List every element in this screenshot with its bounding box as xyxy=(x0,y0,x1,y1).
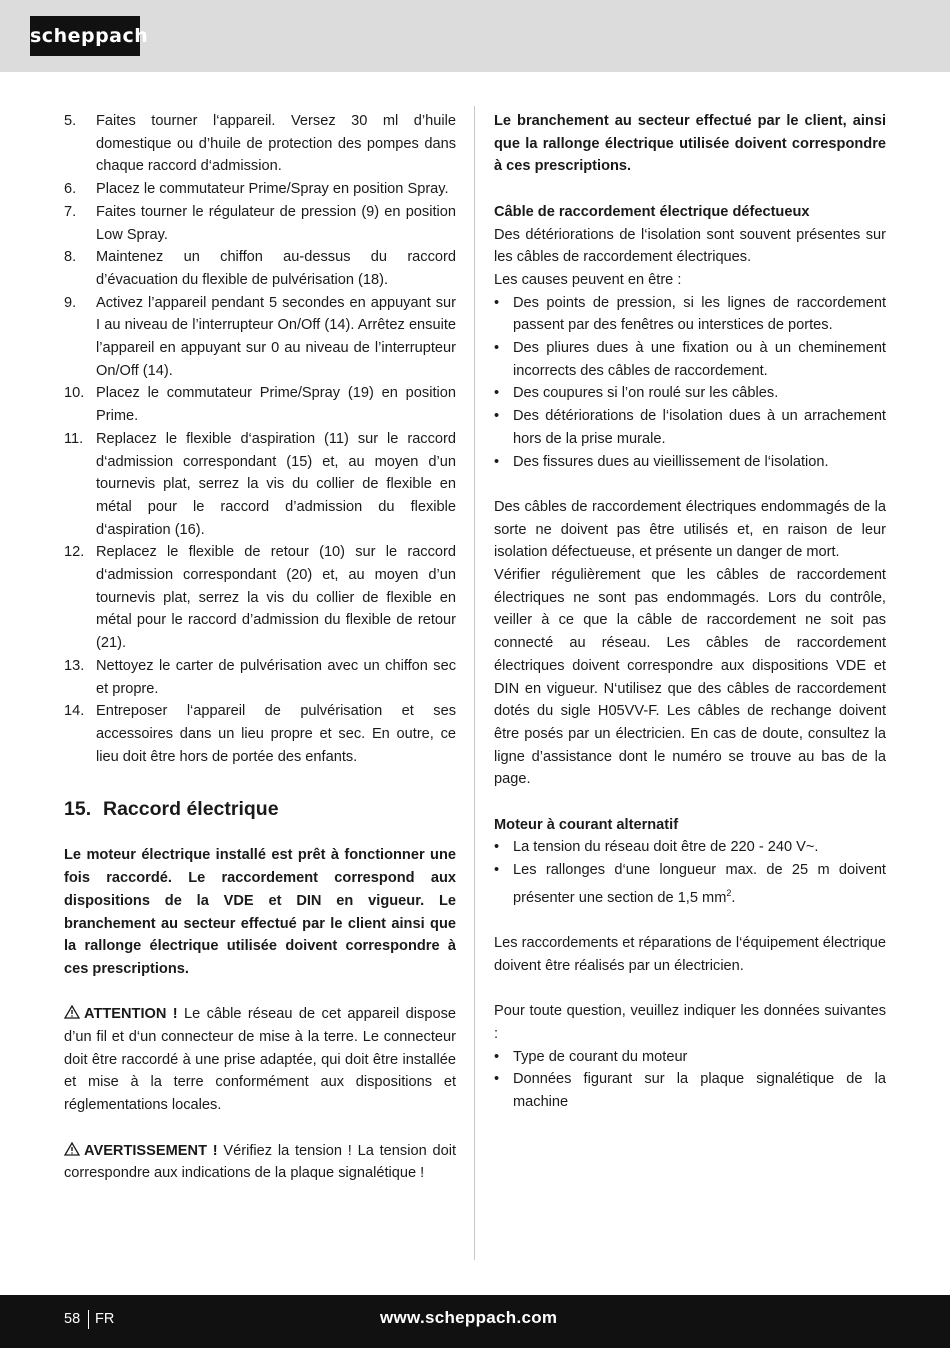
motor-text-end: . xyxy=(731,889,736,906)
bullet: • xyxy=(494,1048,500,1065)
step-text: Entreposer l‘appareil de pulvérisation et ses accessoires dans un lieu propre et sec. En outre, ce lieu doit être hors de portée des enfants. xyxy=(96,703,456,765)
cause-item xyxy=(494,405,886,450)
warning-triangle-icon xyxy=(64,1142,80,1156)
verify-cables-text: Vérifier régulièrement que les câbles de raccordement électriques ne sont pas endommagés. Lors du contrôle, veiller à ce que la câble de raccordement ne soit pas connecté au réseau. Les câbles de raccordement électriques doivent correspondre aux dispositions VDE et DIN en vigueur. N‘utilisez que des câbles de raccordement dotés du sigle H05VV-F. Les câbles de rechange doivent être posés par un électricien. En cas de doute, consultez la ligne d’assistance dont le numéro se trouve au bas de la page. xyxy=(494,567,886,788)
bullet: • xyxy=(494,294,500,311)
continued-intro: Le branchement au secteur effectué par le client, ainsi que la rallonge électrique utilisée doivent correspondre à ces prescriptions. xyxy=(494,113,886,175)
step-item xyxy=(64,428,456,542)
repairs-text: Les raccordements et réparations de l‘équipement électrique doivent être réalisés par un électricien. xyxy=(494,935,886,974)
cause-text: Des pliures dues à une fixation ou à un cheminement incorrects des câbles de raccordement. xyxy=(513,340,886,379)
attention-text: Le câble réseau de cet appareil dispose d’un fil et d‘un connecteur de mise à la terre. Le connecteur doit être raccordé à une prise adaptée, qui doit être installée et mise à la terre conformément aux dispositions et réglementations locales. xyxy=(64,1006,456,1114)
cable-heading: Câble de raccordement électrique défectueux xyxy=(494,203,810,220)
page-number: 58 xyxy=(64,1311,81,1327)
maintenance-steps-list xyxy=(64,110,456,768)
section-number: 15. xyxy=(64,798,92,821)
step-text: Replacez le flexible de retour (10) sur le raccord d‘admission correspondant (20) et, au moyen d’un tournevis plat, serrez la vis du collier de flexible en métal pour le raccord d’admission du flexible de retour (21). xyxy=(96,544,456,652)
page-language: FR xyxy=(95,1311,115,1327)
section-heading xyxy=(64,796,456,822)
cause-item xyxy=(494,451,886,474)
question-item xyxy=(494,1068,886,1113)
damaged-cables-text: Des câbles de raccordement électriques endommagés de la sorte ne doivent pas être utilisés et, en raison de leur isolation défectueuse, et présente un danger de mort. xyxy=(494,498,886,561)
causes-intro: Les causes peuvent en être : xyxy=(494,271,682,288)
step-number: 5. xyxy=(64,113,77,129)
warning-notice xyxy=(64,1140,456,1185)
bullet: • xyxy=(494,453,500,470)
step-number: 6. xyxy=(64,181,77,198)
question-text: Pour toute question, veuillez indiquer les données suivantes : xyxy=(494,1003,886,1042)
step-item xyxy=(64,110,456,178)
step-text: Replacez le flexible d‘aspiration (11) sur le raccord d‘admission correspondant (15) et, au moyen d’un tournevis plat, serrez la vis du collier de flexible en métal pour le raccord d’admission du flexible d‘aspiration (16). xyxy=(96,430,456,538)
motor-item xyxy=(494,836,886,859)
motor-text: Les rallonges d‘une longueur max. de 25 m doivent présenter une section de 1,5 mm xyxy=(513,862,886,906)
step-number: 12. xyxy=(64,544,85,561)
website-link[interactable]: www.scheppach.com xyxy=(380,1308,558,1327)
step-item xyxy=(64,178,456,201)
cable-text: Des détériorations de l‘isolation sont souvent présentes sur les câbles de raccordement électriques. xyxy=(494,226,886,266)
question-list xyxy=(494,1046,886,1114)
step-number: 8. xyxy=(64,249,77,266)
question-item xyxy=(494,1046,886,1069)
cause-item xyxy=(494,382,886,405)
bullet: • xyxy=(494,340,500,357)
bullet: • xyxy=(494,408,500,425)
superscript: 2 xyxy=(726,887,732,898)
section-intro: Le moteur électrique installé est prêt à fonctionner une fois raccordé. Le raccordement correspond aux dispositions de la VDE et DIN en vigueur. Le branchement au secteur effectué par le client ainsi que la rallonge électrique utilisée doivent correspondre à ces prescriptions. xyxy=(64,847,456,977)
step-text: Placez le commutateur Prime/Spray en position Spray. xyxy=(96,181,449,198)
step-item xyxy=(64,700,456,768)
step-number: 14. xyxy=(64,703,85,720)
cause-item xyxy=(494,292,886,337)
page-footer xyxy=(0,1295,950,1348)
warning-triangle-icon xyxy=(64,1005,80,1019)
column-divider xyxy=(474,106,475,1260)
step-item xyxy=(64,382,456,427)
cause-text: Des détériorations de l‘isolation dues à un arrachement hors de la prise murale. xyxy=(513,408,886,447)
cause-item xyxy=(494,337,886,382)
causes-list xyxy=(494,292,886,474)
cause-text: Des coupures si l’on roulé sur les câbles. xyxy=(513,385,779,402)
question-item-text: Type de courant du moteur xyxy=(513,1048,688,1065)
cause-text: Des fissures dues au vieillissement de l‘isolation. xyxy=(513,453,829,470)
attention-notice xyxy=(64,1003,456,1117)
step-item xyxy=(64,201,456,246)
step-number: 11. xyxy=(64,430,84,447)
footer-separator xyxy=(88,1310,89,1329)
motor-list xyxy=(494,836,886,909)
motor-text: La tension du réseau doit être de 220 - 240 V~. xyxy=(513,839,819,856)
cause-text: Des points de pression, si les lignes de raccordement passent par des fenêtres ou interstices de portes. xyxy=(513,294,886,334)
step-text: Faites tourner le régulateur de pression (9) en position Low Spray. xyxy=(96,203,456,243)
step-item xyxy=(64,541,456,655)
bullet: • xyxy=(494,839,500,856)
motor-item xyxy=(494,859,886,909)
right-column xyxy=(494,110,886,1114)
section-title: Raccord électrique xyxy=(103,798,279,821)
step-item xyxy=(64,246,456,291)
attention-label: ATTENTION ! xyxy=(84,1006,178,1023)
step-number: 9. xyxy=(64,294,77,311)
step-number: 10. xyxy=(64,385,85,402)
question-item-text: Données figurant sur la plaque signalétique de la machine xyxy=(513,1071,886,1111)
step-text: Nettoyez le carter de pulvérisation avec un chiffon sec et propre. xyxy=(96,657,456,697)
step-text: Activez l’appareil pendant 5 secondes en appuyant sur I au niveau de l’interrupteur On/Off (14). Arrêtez ensuite l’appareil en appuyant sur 0 au niveau de l’interrupteur On/Off (14). xyxy=(96,294,456,379)
step-item xyxy=(64,292,456,383)
warning-label: AVERTISSEMENT ! xyxy=(84,1142,218,1159)
step-text: Faites tourner l‘appareil. Versez 30 ml d’huile domestique ou d’huile de protection des pompes dans chaque raccord d‘admission. xyxy=(96,113,456,175)
step-number: 7. xyxy=(64,203,77,220)
step-number: 13. xyxy=(64,657,85,674)
bullet: • xyxy=(494,862,500,879)
header-band xyxy=(0,0,950,72)
motor-heading: Moteur à courant alternatif xyxy=(494,816,679,833)
step-text: Maintenez un chiffon au-dessus du raccord d’évacuation du flexible de pulvérisation (18). xyxy=(96,249,456,288)
step-item xyxy=(64,655,456,700)
step-text: Placez le commutateur Prime/Spray (19) en position Prime. xyxy=(96,385,456,425)
bullet: • xyxy=(494,385,500,402)
bullet: • xyxy=(494,1071,500,1088)
left-column xyxy=(64,110,456,1185)
warning-text: Vérifiez la tension ! La tension doit correspondre aux indications de la plaque signalétique ! xyxy=(64,1142,456,1182)
scheppach-logo: scheppach xyxy=(30,16,140,56)
